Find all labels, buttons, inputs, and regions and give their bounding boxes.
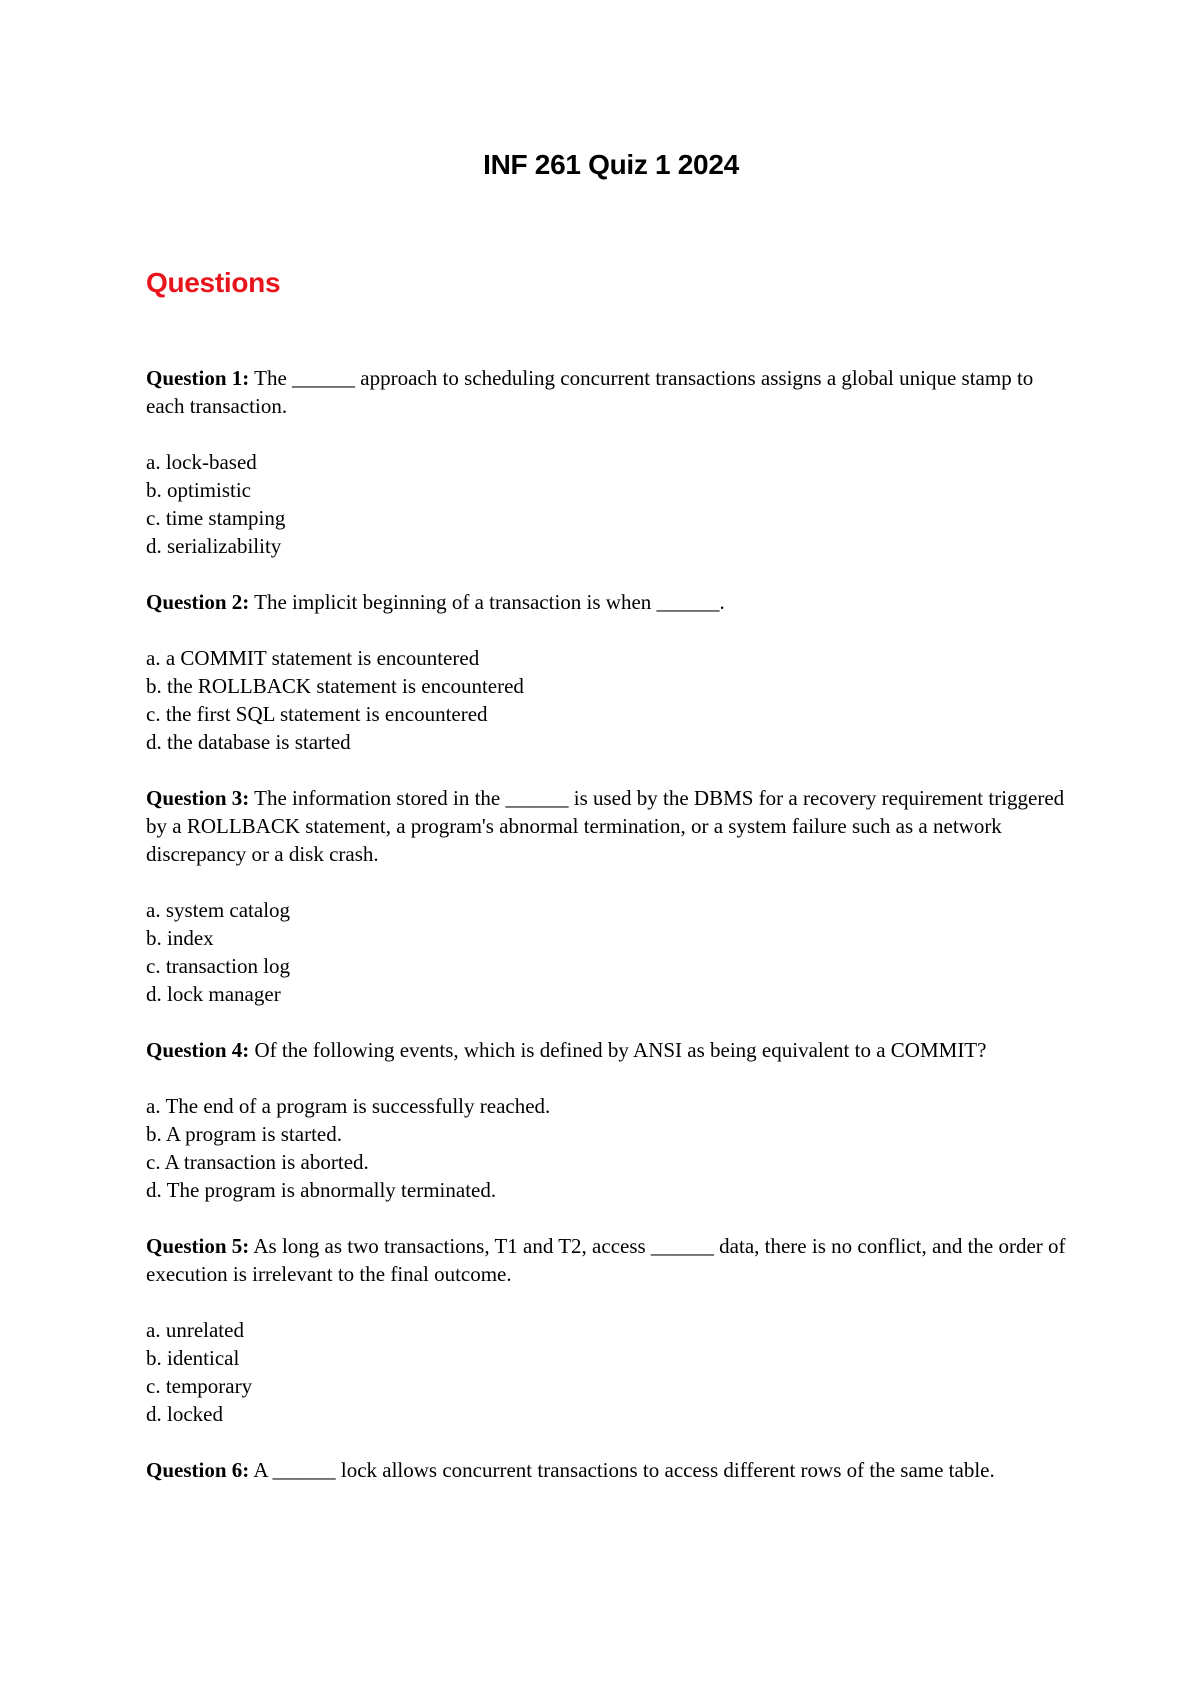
option-a: a. lock-based: [146, 450, 257, 474]
option-c: c. A transaction is aborted.: [146, 1150, 369, 1174]
option-a: a. a COMMIT statement is encountered: [146, 646, 480, 670]
question-body: As long as two transactions, T1 and T2, access ______ data, there is no conflict, and the order of execution is irrelevant to the final outcome.: [146, 1234, 1066, 1286]
option-b: b. index: [146, 926, 214, 950]
option-d: d. locked: [146, 1402, 223, 1426]
question-body: The implicit beginning of a transaction is when ______.: [254, 590, 725, 614]
question-label: Question 1:: [146, 366, 250, 390]
question-3: [146, 784, 1076, 1008]
question-label: Question 5:: [146, 1234, 250, 1258]
question-label: Question 3:: [146, 786, 250, 810]
question-text: [146, 588, 1076, 616]
option-b: b. optimistic: [146, 478, 251, 502]
question-label: Question 2:: [146, 590, 250, 614]
option-list: [146, 448, 1076, 560]
question-text: [146, 1036, 1076, 1064]
option-b: b. identical: [146, 1346, 240, 1370]
option-d: d. the database is started: [146, 730, 351, 754]
option-a: a. system catalog: [146, 898, 291, 922]
option-list: [146, 644, 1076, 756]
option-c: c. transaction log: [146, 954, 291, 978]
question-label: Question 6:: [146, 1458, 250, 1482]
question-4: [146, 1036, 1076, 1204]
question-text: [146, 784, 1076, 868]
option-list: [146, 1316, 1076, 1428]
question-2: [146, 588, 1076, 756]
question-6: [146, 1456, 1076, 1484]
option-b: b. the ROLLBACK statement is encountered: [146, 674, 524, 698]
option-d: d. The program is abnormally terminated.: [146, 1178, 497, 1202]
question-label: Question 4:: [146, 1038, 250, 1062]
question-body: The ______ approach to scheduling concurrent transactions assigns a global unique stamp to each transaction.: [146, 366, 1034, 418]
question-body: A ______ lock allows concurrent transactions to access different rows of the same table.: [253, 1458, 995, 1482]
option-a: a. The end of a program is successfully reached.: [146, 1094, 551, 1118]
question-1: [146, 364, 1076, 560]
option-b: b. A program is started.: [146, 1122, 342, 1146]
question-text: [146, 1456, 1076, 1484]
section-heading-questions: Questions: [146, 267, 281, 298]
question-5: [146, 1232, 1076, 1428]
questions-list: [146, 364, 1076, 1512]
option-c: c. time stamping: [146, 506, 286, 530]
question-text: [146, 364, 1076, 420]
option-a: a. unrelated: [146, 1318, 244, 1342]
document-title: INF 261 Quiz 1 2024: [483, 149, 739, 180]
option-list: [146, 896, 1076, 1008]
option-d: d. serializability: [146, 534, 282, 558]
question-text: [146, 1232, 1076, 1288]
option-d: d. lock manager: [146, 982, 281, 1006]
question-body: The information stored in the ______ is used by the DBMS for a recovery requirement triggered by a ROLLBACK statement, a program's abnormal termination, or a system failure such as a network discrepancy or a disk crash.: [146, 786, 1065, 866]
option-c: c. temporary: [146, 1374, 253, 1398]
question-body: Of the following events, which is defined by ANSI as being equivalent to a COMMIT?: [254, 1038, 987, 1062]
option-list: [146, 1092, 1076, 1204]
option-c: c. the first SQL statement is encountered: [146, 702, 488, 726]
